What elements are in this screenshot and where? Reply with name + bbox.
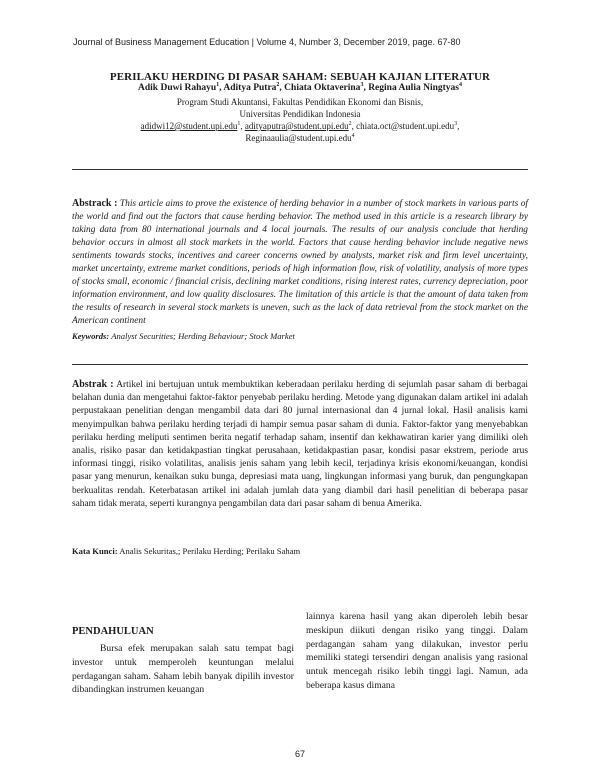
- author-4: , Regina Aulia Ningtyas: [363, 83, 459, 93]
- author-4-sup: 4: [458, 81, 462, 88]
- email-4: Reginaaulia@student.upi.edu: [245, 133, 352, 144]
- body-column-left: Bursa efek merupakan salah satu tempat bagi investor untuk memperoleh keuntungan melalui perdagangan saham. Saham lebih banyak dipilih investor dibandingkan instrumen keuangan: [72, 643, 294, 696]
- author-2: , Aditya Putra: [219, 83, 277, 93]
- affiliation-line-2: Universitas Pendidikan Indonesia: [239, 109, 361, 119]
- body-column-right: lainnya karena hasil yang akan diperoleh lebih besar meskipun diikuti dengan risiko yang tinggi. Dalam perdagangan saham yang dilakukan, investor perlu memiliki stategi tersendiri dengan analisis yang rasional untuk mencegah risiko lebih tinggi lagi. Namun, ada beberapa kasus dimana: [306, 611, 528, 691]
- author-list: [60, 83, 540, 93]
- email-4-sup: 4: [351, 133, 355, 140]
- abstract-id-text: Artikel ini bertujuan untuk membuktikan keberadaan perilaku herding di sejumlah pasar saham di berbagai belahan dunia dan mengetahui faktor-faktor penyebab perilaku herding. Metode yang digunakan dalam artikel ini adalah perpustakaan penelitian dengan mengambil data dari 80 jurnal internasional dan 4 jurnal lokal. Hasil analisis kami menyimpulkan bahwa perilaku herding terjadi di hampir semua pasar saham di dunia. Faktor-faktor yang menyebabkan perilaku herding meliputi sentimen berita negatif terhadap saham, insentif dan kekhawatiran karier yang dimiliki oleh analis, risiko pasar dan ketidakpastian tingkat perusahaan, ketidakpastian pasar, kondisi pasar ekstrem, periode arus informasi tinggi, risiko volatilitas, analisis jenis saham yang lebih kecil, terjadinya krisis ekonomi/keuangan, kondisi pasar yang menurun, kenaikan suku bunga, depresiasi mata uang, lingkungan informasi yang buruk, dan pengungkapan berkualitas rendah. Keterbatasan artikel ini adalah jumlah data yang diambil dari hasil penelitian di beberapa pasar saham tidak merata, seperti kurangnya pengambilan data dari pasar saham di benua Amerika.: [72, 380, 528, 509]
- email-link-1[interactable]: adidwi12@student.upi.edu: [140, 121, 238, 131]
- keywords-indonesian: [72, 546, 300, 556]
- keywords-id-label: Kata Kunci:: [72, 546, 118, 556]
- abstract-en-text: This article aims to prove the existence of herding behavior in a number of stock markets in various parts of the world and find out the factors that cause herding behavior. The method used in this article is a research library by taking data from 80 international journals and 4 local journals. The results of our analysis conclude that herding behavior occurs in almost all stock markets in the world. Factors that cause herding behavior include negative news sentiments towards stocks, incentives and career concerns owned by analysts, market risk and firm level uncertainty, market uncertainty, extreme market conditions, periods of high information flow, risk of volatility, analysis of more types of stocks small, economic / financial crisis, declining market conditions, rising interest rates, currency depreciation, poor information environment, and low quality disclosures. The limitation of this article is that the amount of data taken from the results of research in several stock markets is uneven, such as the lack of data retrieval from the stock market on the American continent: [72, 199, 528, 326]
- email-link-2[interactable]: adityaputra@student.upi.edu: [244, 121, 349, 131]
- abstract-indonesian: [72, 378, 528, 511]
- keywords-id-value: Analis Sekuritas,; Perilaku Herding; Perilaku Saham: [117, 546, 301, 556]
- keywords-english: [72, 331, 295, 341]
- abstract-en-label: Abstrack :: [72, 198, 118, 209]
- author-1: Adik Duwi Rahayu: [138, 83, 217, 93]
- abstract-id-label: Abstrak :: [72, 379, 114, 390]
- divider-middle: [72, 364, 528, 365]
- paper-title: PERILAKU HERDING DI PASAR SAHAM: SEBUAH KAJIAN LITERATUR: [109, 71, 491, 83]
- email-1-sup: 1: [237, 121, 241, 127]
- author-1-sup: 1: [216, 81, 220, 88]
- page-number: 67: [294, 749, 305, 759]
- author-emails: [60, 120, 540, 145]
- author-2-sup: 2: [276, 81, 280, 88]
- author-3: , Chiata Oktaverina: [279, 83, 361, 93]
- affiliation-line-1: Program Studi Akuntansi, Fakultas Pendidikan Ekonomi dan Bisnis,: [176, 97, 424, 107]
- email-3-sup: 3: [454, 121, 458, 127]
- email-sep-3: ,: [457, 121, 460, 131]
- section-heading: PENDAHULUAN: [72, 626, 154, 637]
- keywords-en-value: Analyst Securities; Herding Behaviour; Stock Market: [109, 331, 295, 341]
- author-3-sup: 3: [360, 81, 364, 88]
- email-3: , chiata.oct@student.upi.edu: [351, 121, 455, 131]
- abstract-english: [72, 197, 528, 328]
- running-head: Journal of Business Management Education | Volume 4, Number 3, December 2019, page. 67-80: [73, 37, 461, 47]
- email-2-sup: 2: [348, 121, 352, 127]
- divider-top: [72, 169, 528, 170]
- email-sep-1: ,: [240, 121, 245, 131]
- keywords-en-label: Keywords:: [72, 331, 110, 341]
